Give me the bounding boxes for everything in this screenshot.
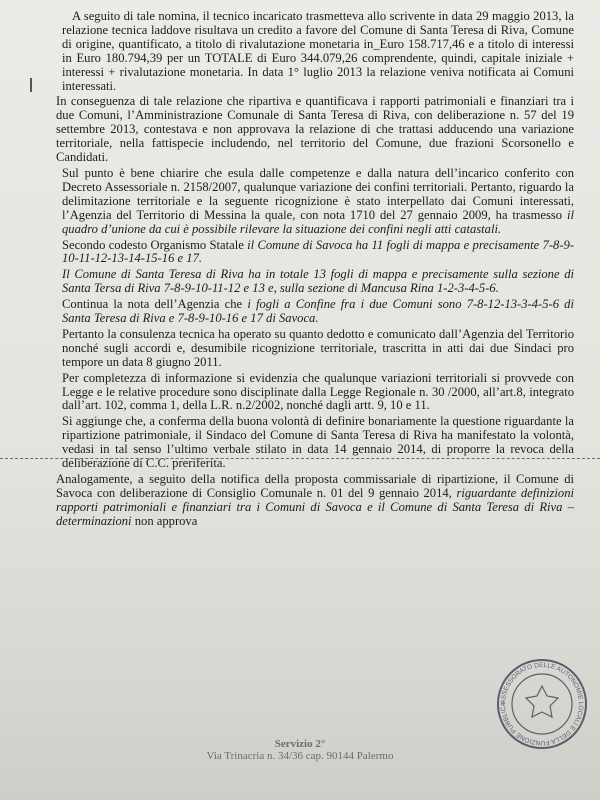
paragraph-consulenza <box>62 328 574 370</box>
margin-mark <box>30 78 32 92</box>
paragraph-italic-text: Il Comune di Santa Teresa di Riva ha in totale 13 fogli di mappa e precisamente sulla sezione di Santa Tersa di Riva 7-8-9-10-11-12 e 13 e, sulla sezione di Mancusa Rina 1-2-3-4-5-6. <box>62 267 574 296</box>
paragraph-text: Per completezza di informazione si evidenzia che qualunque variazioni territoriali si provvede con Legge e le relative procedure sono disciplinate dalla Legge Regionale n. 30 /2000, all’art.8, integrato dall’art. 102, comma 1, della L.R. n.2/2002, nonché dagli artt. 9, 10 e 11. <box>62 370 574 413</box>
footer-address: Via Trinacria n. 34/36 cap. 90144 Palermo <box>206 750 394 762</box>
page-footer <box>0 738 600 762</box>
paragraph-savoca-fogli <box>62 239 574 267</box>
paragraph-analogamente <box>56 473 574 529</box>
paragraph-text: Secondo codesto Organismo Statale <box>62 237 244 252</box>
paragraph-chiarimento <box>62 167 574 237</box>
paragraph-nomina <box>62 10 574 93</box>
paragraph-italic-text: il Comune di Savoca ha 11 fogli di mappa e precisamente 7-8-9-10-11-12-13-14-15-16 e 17. <box>62 237 574 266</box>
paragraph-italic-text: il quadro d’unione da cui è possibile rilevare la situazione dei confini negli atti catastali. <box>62 207 574 236</box>
paragraph-text: Si aggiunge che, a conferma della buona volontà di definire bonariamente la questione riguardante la ripartizione patrimoniale, il Sindaco del Comune di Santa Teresa di Riva ha manifestato la volontà, vedasi in tal senso l’ultimo verbale stilato in data 14 gennaio 2014, di proporre la revoca della deliberazione di C.C. preriferita. <box>62 414 574 471</box>
paragraph-italic-text: riguardante definizioni rapporti patrimoniali e finanziari tra i Comuni di Savoca e il Comune di Santa Teresa di Riva – determinazioni <box>56 485 574 528</box>
stamp-text: ASSESSORATO DELLE AUTONOMIE LOCALI E DELLA FUNZIONE PUBBLICA <box>499 661 585 747</box>
paragraph-santa-teresa-fogli <box>62 268 574 296</box>
paragraph-text: In conseguenza di tale relazione che ripartiva e quantificava i rapporti patrimoniali e finanziari tra i due Comuni, l’Amministrazione Comunale di Santa Teresa di Riva, con deliberazione n. 57 del 19 settembre 2013, contestava e non approvava la relazione di che trattasi adducendo una variazione territoriale, nella fattispecie includendo, nel territorio del Comune, due frazioni Scorsonello e Candidati. <box>56 94 574 165</box>
paragraph-text: non approva <box>134 513 198 528</box>
paragraph-conseguenza <box>56 95 574 165</box>
paragraph-text: Analogamente, a seguito della notifica della proposta commissariale di ripartizione, il Comune di Savoca con deliberazione di Consiglio Comunale n. 01 del 9 gennaio 2014, <box>56 472 574 500</box>
paragraph-text: Sul punto è bene chiarire che esula dalle competenze e dalla natura dell’incarico conferito con Decreto Assessoriale n. 2158/2007, qualunque variazione dei confini territoriali. Pertanto, riguardo la delimitazione territoriale e la seguente ricognizione è stato interpellato dai Comuni interessati, l’Agenzia del Territorio di Messina la quale, con nota 1710 del 27 gennaio 2009, ha trasmesso <box>62 165 574 222</box>
footer-office: Servizio 2° <box>274 738 326 750</box>
paragraph-completezza <box>62 372 574 414</box>
paragraph-aggiunge <box>62 415 574 471</box>
paragraph-text: Pertanto la consulenza tecnica ha operato su quanto dedotto e comunicato dall’Agenzia del Territorio nonché sugli accordi e, desumibile ricognizione territoriale, trascritta in atti dai due Sindaci pro tempore un data 8 giugno 2011. <box>62 326 574 369</box>
page-fold-line <box>0 458 600 460</box>
paragraph-text: A seguito di tale nomina, il tecnico incaricato trasmetteva allo scrivente in data 29 maggio 2013, la relazione tecnica laddove risultava un credito a favore del Comune di Santa Teresa di Riva, Comune di origine, quantificato, a titolo di rivalutazione monetaria in_Euro 158.717,46 e a titolo di interessi in Euro 180.794,39 per un TOTALE di Euro 344.079,26 comprendente, quindi, capitale iniziale + interessi + rivalutazione monetaria. In data 1° luglio 2013 la relazione veniva notificata ai Comuni interessati. <box>62 9 574 93</box>
paragraph-fogli-confine <box>62 298 574 326</box>
paragraph-italic-text: i fogli a Confine fra i due Comuni sono 7-8-12-13-3-4-5-6 di Santa Teresa di Riva e 7-8-9-10-16 e 17 di Savoca. <box>62 297 574 326</box>
paragraph-text: Continua la nota dell’Agenzia che <box>62 297 243 312</box>
